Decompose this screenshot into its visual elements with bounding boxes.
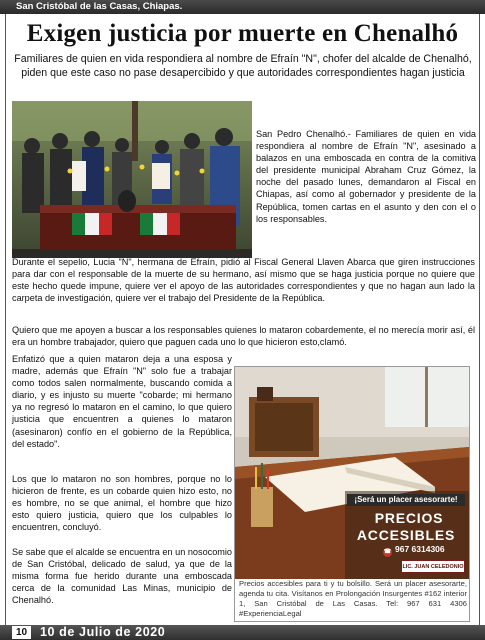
headline: Exigen justicia por muerte en Chenalhó <box>26 20 459 47</box>
ad-phone <box>383 544 463 557</box>
article-paragraph-3: Quiero que me apoyen a buscar a los responsables quienes lo mataron cobardemente, el no merecía morir así, él era un hombre trabajador, quiero que paguen cada uno lo que hicieron esto,clamó. <box>12 325 475 348</box>
ad-tagline: ¡Será un placer asesorarte! <box>347 494 465 506</box>
issue-date: 10 de Julio de 2020 <box>40 625 166 639</box>
footer-bar <box>0 625 485 640</box>
ad-logo: LIC. JUAN CELEDONIO <box>401 560 465 573</box>
funeral-photo <box>12 101 252 258</box>
legal-services-ad <box>234 366 470 622</box>
article-paragraph-6: Se sabe que el alcalde se encuentra en un nosocomio de San Cristóbal, delicado de salud, ya que de la misma forma fue herido durante una emboscada cerca de la comunidad Las Minas, municipio de Chenalhó. <box>12 547 232 606</box>
page-number: 10 <box>12 626 31 639</box>
article-paragraph-1: San Pedro Chenalhó.- Familiares de quien en vida respondiera al nombre de Efraín "N", asesinado a balazos en una emboscada en contra de la comitiva del presidente municipal Abraham Cruz Gómez, la noche del pasado lunes, demandaron al Fiscal en Chiapas, así como al gobernador y presidente de la República, tomen cartas en el asunto y den con el o los responsables. <box>256 129 476 224</box>
article-paragraph-4: Enfatizó que a quien mataron deja a una esposa y madre, además que Efraín "N" solo fue a trabajar como todos salen normalmente, buscando comida a diario, y es injusto su muerte "cobarde; mi hermano ya no regresó lo mataron en el camino, lo que quiero justicia que encuentren a quienes lo mataron (asesinaron) confío en el gobierno de la República, del estado". <box>12 354 232 449</box>
ad-phone-number: 967 6314306 <box>395 544 445 554</box>
funeral-photo-illustration <box>12 101 252 258</box>
location-header: San Cristóbal de las Casas, Chiapas. <box>16 1 183 12</box>
article-paragraph-2: Durante el sepelio, Lucia "N", hermana de Efraín, pidió al Fiscal General Llaven Abarca que giren instrucciones para dar con el responsable de la muerte de su hermano, así mismo que se haga justicia porque no quiere que este hecho quede impune, quiere ver el apoyo de las autoridades correspondientes y que no hagan aun lado la carpeta de investigación, quiere ver el trabajo del Presidente de la República. <box>12 257 475 304</box>
ad-price-line2: ACCESIBLES <box>356 527 456 543</box>
article-paragraph-5: Los que lo mataron no son hombres, porque no lo hicieron de frente, es un cobarde quien hizo esto, no es hombre, no se que animal, el hombre que hizo esto quiero justicia, quiero que los culpables lo encuentren, concluyó. <box>12 474 232 533</box>
top-bar <box>0 0 485 14</box>
deck: Familiares de quien en vida respondiera al nombre de Efraín "N", chofer del alcalde de Chenalhó, piden que este caso no pase desapercibido y que autoridades correspondientes hagan justicia <box>14 53 472 79</box>
ad-caption: Precios accesibles para ti y tu bolsillo. Será un placer asesorarte, agenda tu cita. Visítanos en Prolongación Insurgentes #162 interior 1, San Cristóbal de Las Casas. Tel: 967 631 4306 #ExperienciaLegal <box>239 579 467 618</box>
ad-price-line1: PRECIOS <box>374 510 444 526</box>
phone-icon: ☎ <box>383 549 392 555</box>
